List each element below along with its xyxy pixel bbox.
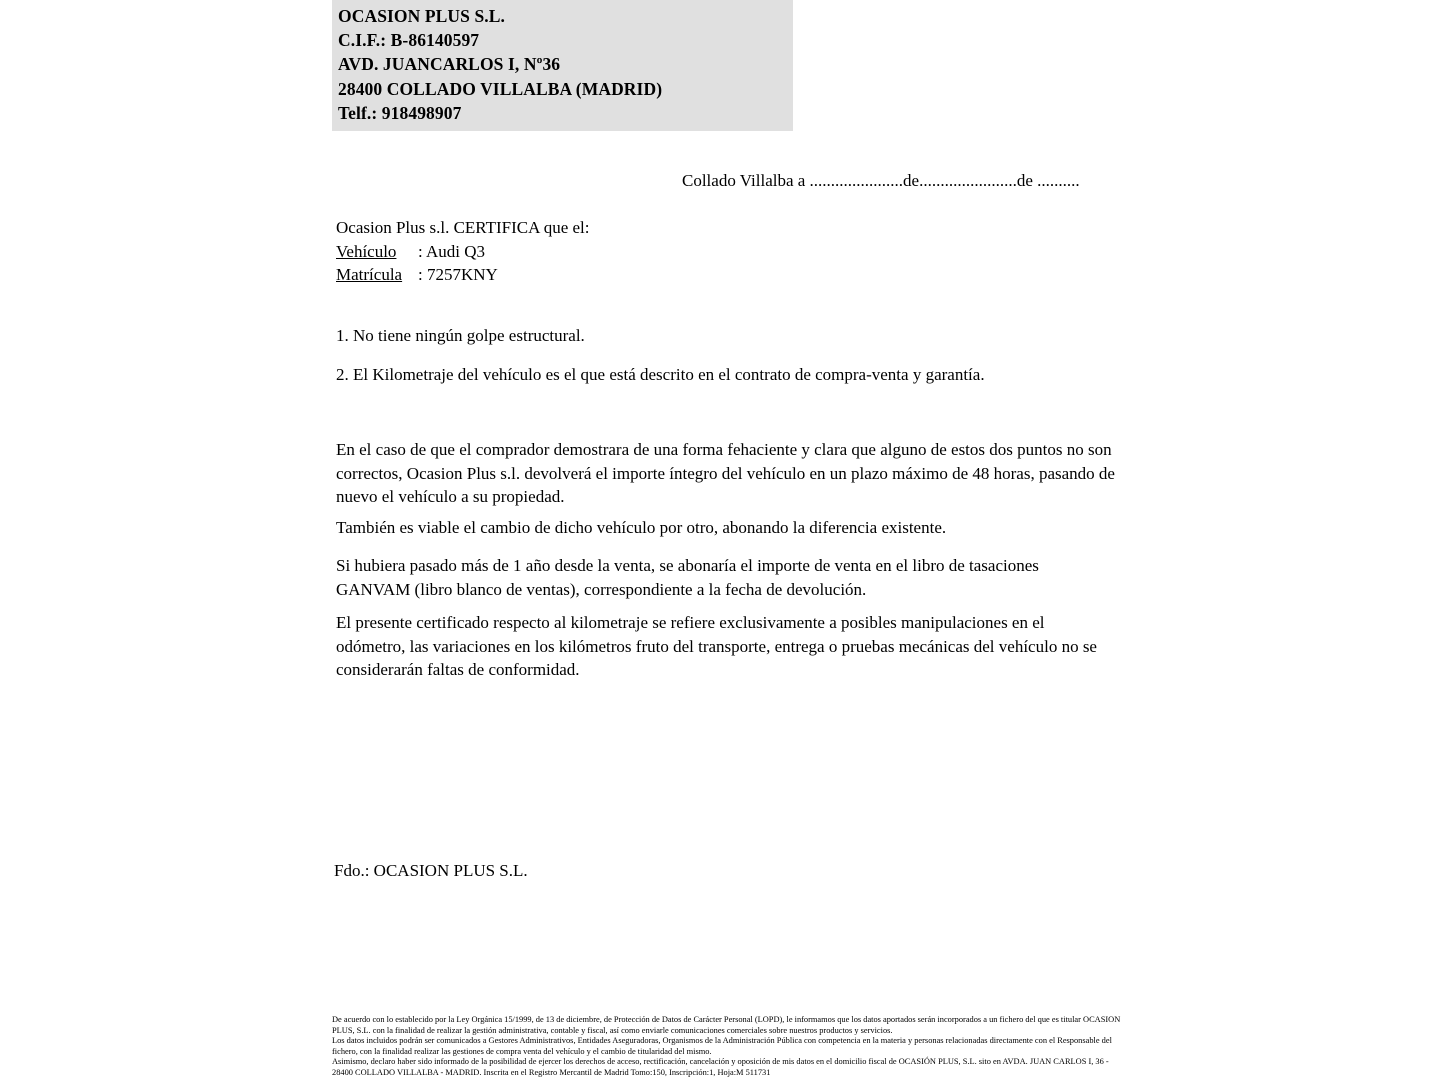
plate-label: Matrícula — [336, 265, 403, 284]
company-cif: C.I.F.: B-86140597 — [338, 30, 480, 51]
company-phone: Telf.: 918498907 — [338, 102, 462, 123]
legal-paragraph-1: De acuerdo con lo establecido por la Ley Orgánica 15/1999, de 13 de diciembre, de Protección de Datos de Carácter Personal (LOPD), le informamos que los datos aportados serán incorporados a un fichero del que es titular OCASION PLUS, S.L. con la finalidad de realizar la gestión administrativa, contable y fiscal, así como enviarle comunicaciones comerciales sobre nuestros productos y servicios. — [332, 1015, 1121, 1035]
vehicle-label: Vehículo — [336, 241, 397, 261]
certifies-intro: Ocasion Plus s.l. CERTIFICA que el: — [336, 218, 590, 237]
certified-point-1: 1. No tiene ningún golpe estructural. — [336, 326, 585, 345]
certifies-block — [336, 216, 590, 287]
plate-row — [336, 263, 590, 287]
plate-value: : 7257KNY — [418, 265, 498, 284]
company-header-block — [332, 0, 793, 131]
date-line: Collado Villalba a ......................de.......................de .......... — [682, 171, 1080, 190]
clause-paragraph-4: El presente certificado respecto al kilometraje se refiere exclusivamente a posibles manipulaciones en el odómetro, las variaciones en los kilómetros fruto del transporte, entrega o pruebas mecánicas del vehículo no se considerarán faltas de conformidad. — [336, 613, 1097, 679]
company-name: OCASION PLUS S.L. — [338, 6, 506, 26]
company-address: AVD. JUANCARLOS I, Nº36 — [338, 54, 561, 75]
vehicle-value: : Audi Q3 — [418, 241, 486, 261]
legal-footer — [332, 1015, 1122, 1079]
clause-paragraph-1: En el caso de que el comprador demostrara de una forma fehaciente y clara que alguno de estos dos puntos no son correctos, Ocasion Plus s.l. devolverá el importe íntegro del vehículo en un plazo máximo de 48 horas, pasando de nuevo el vehículo a su propiedad. — [336, 440, 1115, 506]
certified-point-2: 2. El Kilometraje del vehículo es el que está descrito en el contrato de compra-venta y garantía. — [336, 365, 985, 384]
legal-paragraph-2: Los datos incluidos podrán ser comunicados a Gestores Administrativos, Entidades Aseguradoras, Organismos de la Administración Pública con competencia en la materia y personas relacionadas directamente con el Responsable del fichero, con la finalidad realizar las gestiones de compra venta del vehículo y el cambio de titularidad del mismo. — [332, 1036, 1112, 1056]
company-city: 28400 COLLADO VILLALBA (MADRID) — [338, 78, 663, 99]
vehicle-row — [336, 240, 590, 264]
legal-paragraph-3: Asimismo, declaro haber sido informado de la posibilidad de ejercer los derechos de acceso, rectificación, cancelación y oposición de mis datos en el domicilio fiscal de OCASIÓN PLUS, S.L. sito en AVDA. JUAN CARLOS I, 36 - 28400 COLLADO VILLALBA - MADRID. Inscrita en el Registro Mercantil de Madrid Tomo:150, Inscripción:1, Hoja:M 511731 — [332, 1057, 1109, 1077]
clause-paragraph-3: Si hubiera pasado más de 1 año desde la venta, se abonaría el importe de venta en el libro de tasaciones GANVAM (libro blanco de ventas), correspondiente a la fecha de devolución. — [336, 556, 1039, 599]
signature-line: Fdo.: OCASION PLUS S.L. — [334, 861, 528, 880]
clause-paragraph-2: También es viable el cambio de dicho vehículo por otro, abonando la diferencia existente. — [336, 518, 947, 537]
